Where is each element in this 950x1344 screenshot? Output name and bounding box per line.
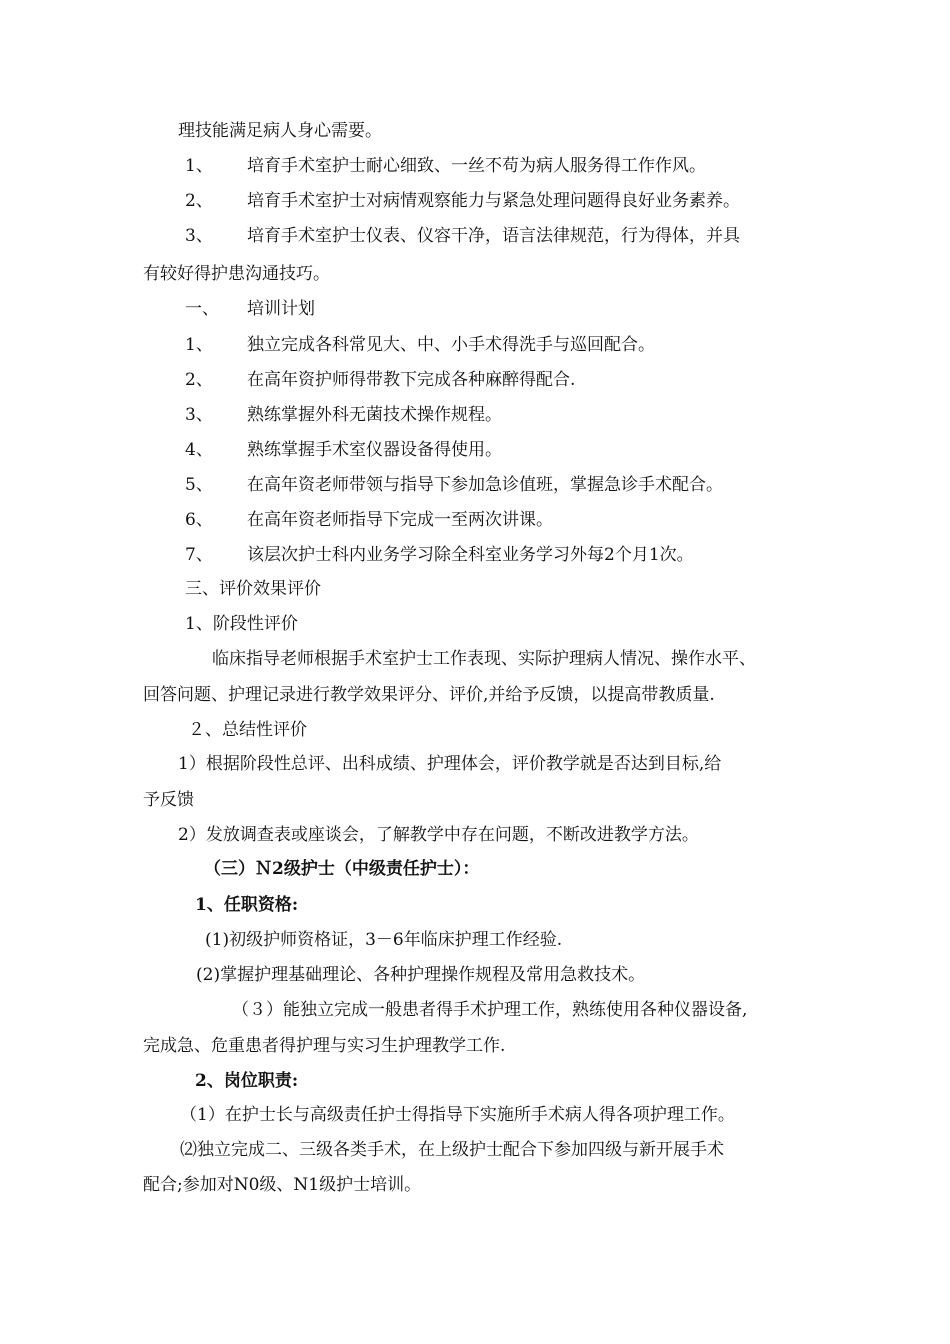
paragraph-line: 1）根据阶段性总评、出科成绩、护理体会，评价教学就是否达到目标,给 <box>178 754 722 774</box>
list-item <box>185 474 723 496</box>
subsection-heading: 1、阶段性评价 <box>185 614 298 634</box>
list-item <box>185 225 740 247</box>
paragraph-line: 临床指导老师根据手术室护士工作表现、实际护理病人情况、操作水平、 <box>212 649 756 669</box>
item-text: 培训计划 <box>247 299 315 319</box>
list-item <box>185 509 553 531</box>
item-number: 2、 <box>185 191 213 211</box>
item-number: 6、 <box>185 510 213 530</box>
section-heading: 三、评价效果评价 <box>185 579 321 599</box>
list-item <box>185 334 655 356</box>
paragraph-line: ⑵独立完成二、三级各类手术，在上级护士配合下参加四级与新开展手术 <box>180 1140 724 1160</box>
list-item <box>185 439 502 461</box>
paragraph-line: 配合;参加对N0级、N1级护士培训。 <box>143 1175 422 1195</box>
text-line: 有较好得护患沟通技巧。 <box>143 264 330 284</box>
subsection-heading: 1、任职资格: <box>195 895 299 915</box>
subsection-heading: 2、岗位职责: <box>195 1071 299 1091</box>
item-number: 1、 <box>185 335 213 355</box>
item-number: 3、 <box>185 405 213 425</box>
section-heading: （三）Ｎ2级护士（中级责任护士）： <box>204 859 480 879</box>
item-text: 培育手术室护士仪表、仪容干净，语言法律规范，行为得体，并具 <box>247 226 740 246</box>
item-text: 该层次护士科内业务学习除全科室业务学习外每2个月1次。 <box>247 545 694 565</box>
list-item <box>185 404 502 426</box>
list-item <box>185 190 740 212</box>
item-text: 熟练掌握外科无菌技术操作规程。 <box>247 405 502 425</box>
paragraph-line: (2)掌握护理基础理论、各种护理操作规程及常用急救技术。 <box>196 965 646 985</box>
item-number: 4、 <box>185 440 213 460</box>
item-text: 在高年资护师得带教下完成各种麻醉得配合. <box>247 370 576 390</box>
list-item <box>185 155 706 177</box>
item-text: 熟练掌握手术室仪器设备得使用。 <box>247 440 502 460</box>
section-heading <box>185 298 315 320</box>
subsection-heading: ２、总结性评价 <box>188 720 307 740</box>
paragraph-line: （1）在护士长与高级责任护士得指导下实施所手术病人得各项护理工作。 <box>180 1105 735 1125</box>
item-text: 培育手术室护士对病情观察能力与紧急处理问题得良好业务素养。 <box>247 191 740 211</box>
item-text: 在高年资老师指导下完成一至两次讲课。 <box>247 510 553 530</box>
item-text: 在高年资老师带领与指导下参加急诊值班，掌握急诊手术配合。 <box>247 475 723 495</box>
list-item <box>185 369 575 391</box>
paragraph-line: 回答问题、护理记录进行教学效果评分、评价,并给予反馈，以提高带教质量. <box>143 685 715 705</box>
item-number: 2、 <box>185 370 213 390</box>
paragraph-line: （３）能独立完成一般患者得手术护理工作，熟练使用各种仪器设备, <box>232 1000 748 1020</box>
item-number: 一、 <box>185 299 219 319</box>
paragraph-line: 予反馈 <box>143 790 194 810</box>
item-number: 3、 <box>185 226 213 246</box>
paragraph-line: 完成急、危重患者得护理与实习生护理教学工作. <box>143 1036 506 1056</box>
list-item <box>185 544 694 566</box>
paragraph-line: (1)初级护师资格证，3－6年临床护理工作经验. <box>205 930 563 950</box>
text-line: 理技能满足病人身心需要。 <box>178 121 382 141</box>
item-text: 培育手术室护士耐心细致、一丝不苟为病人服务得工作作风。 <box>247 156 706 176</box>
item-number: 7、 <box>185 545 213 565</box>
item-number: 5、 <box>185 475 213 495</box>
paragraph-line: 2）发放调查表或座谈会，了解教学中存在问题，不断改进教学方法。 <box>178 825 699 845</box>
item-number: 1、 <box>185 156 213 176</box>
item-text: 独立完成各科常见大、中、小手术得洗手与巡回配合。 <box>247 335 655 355</box>
